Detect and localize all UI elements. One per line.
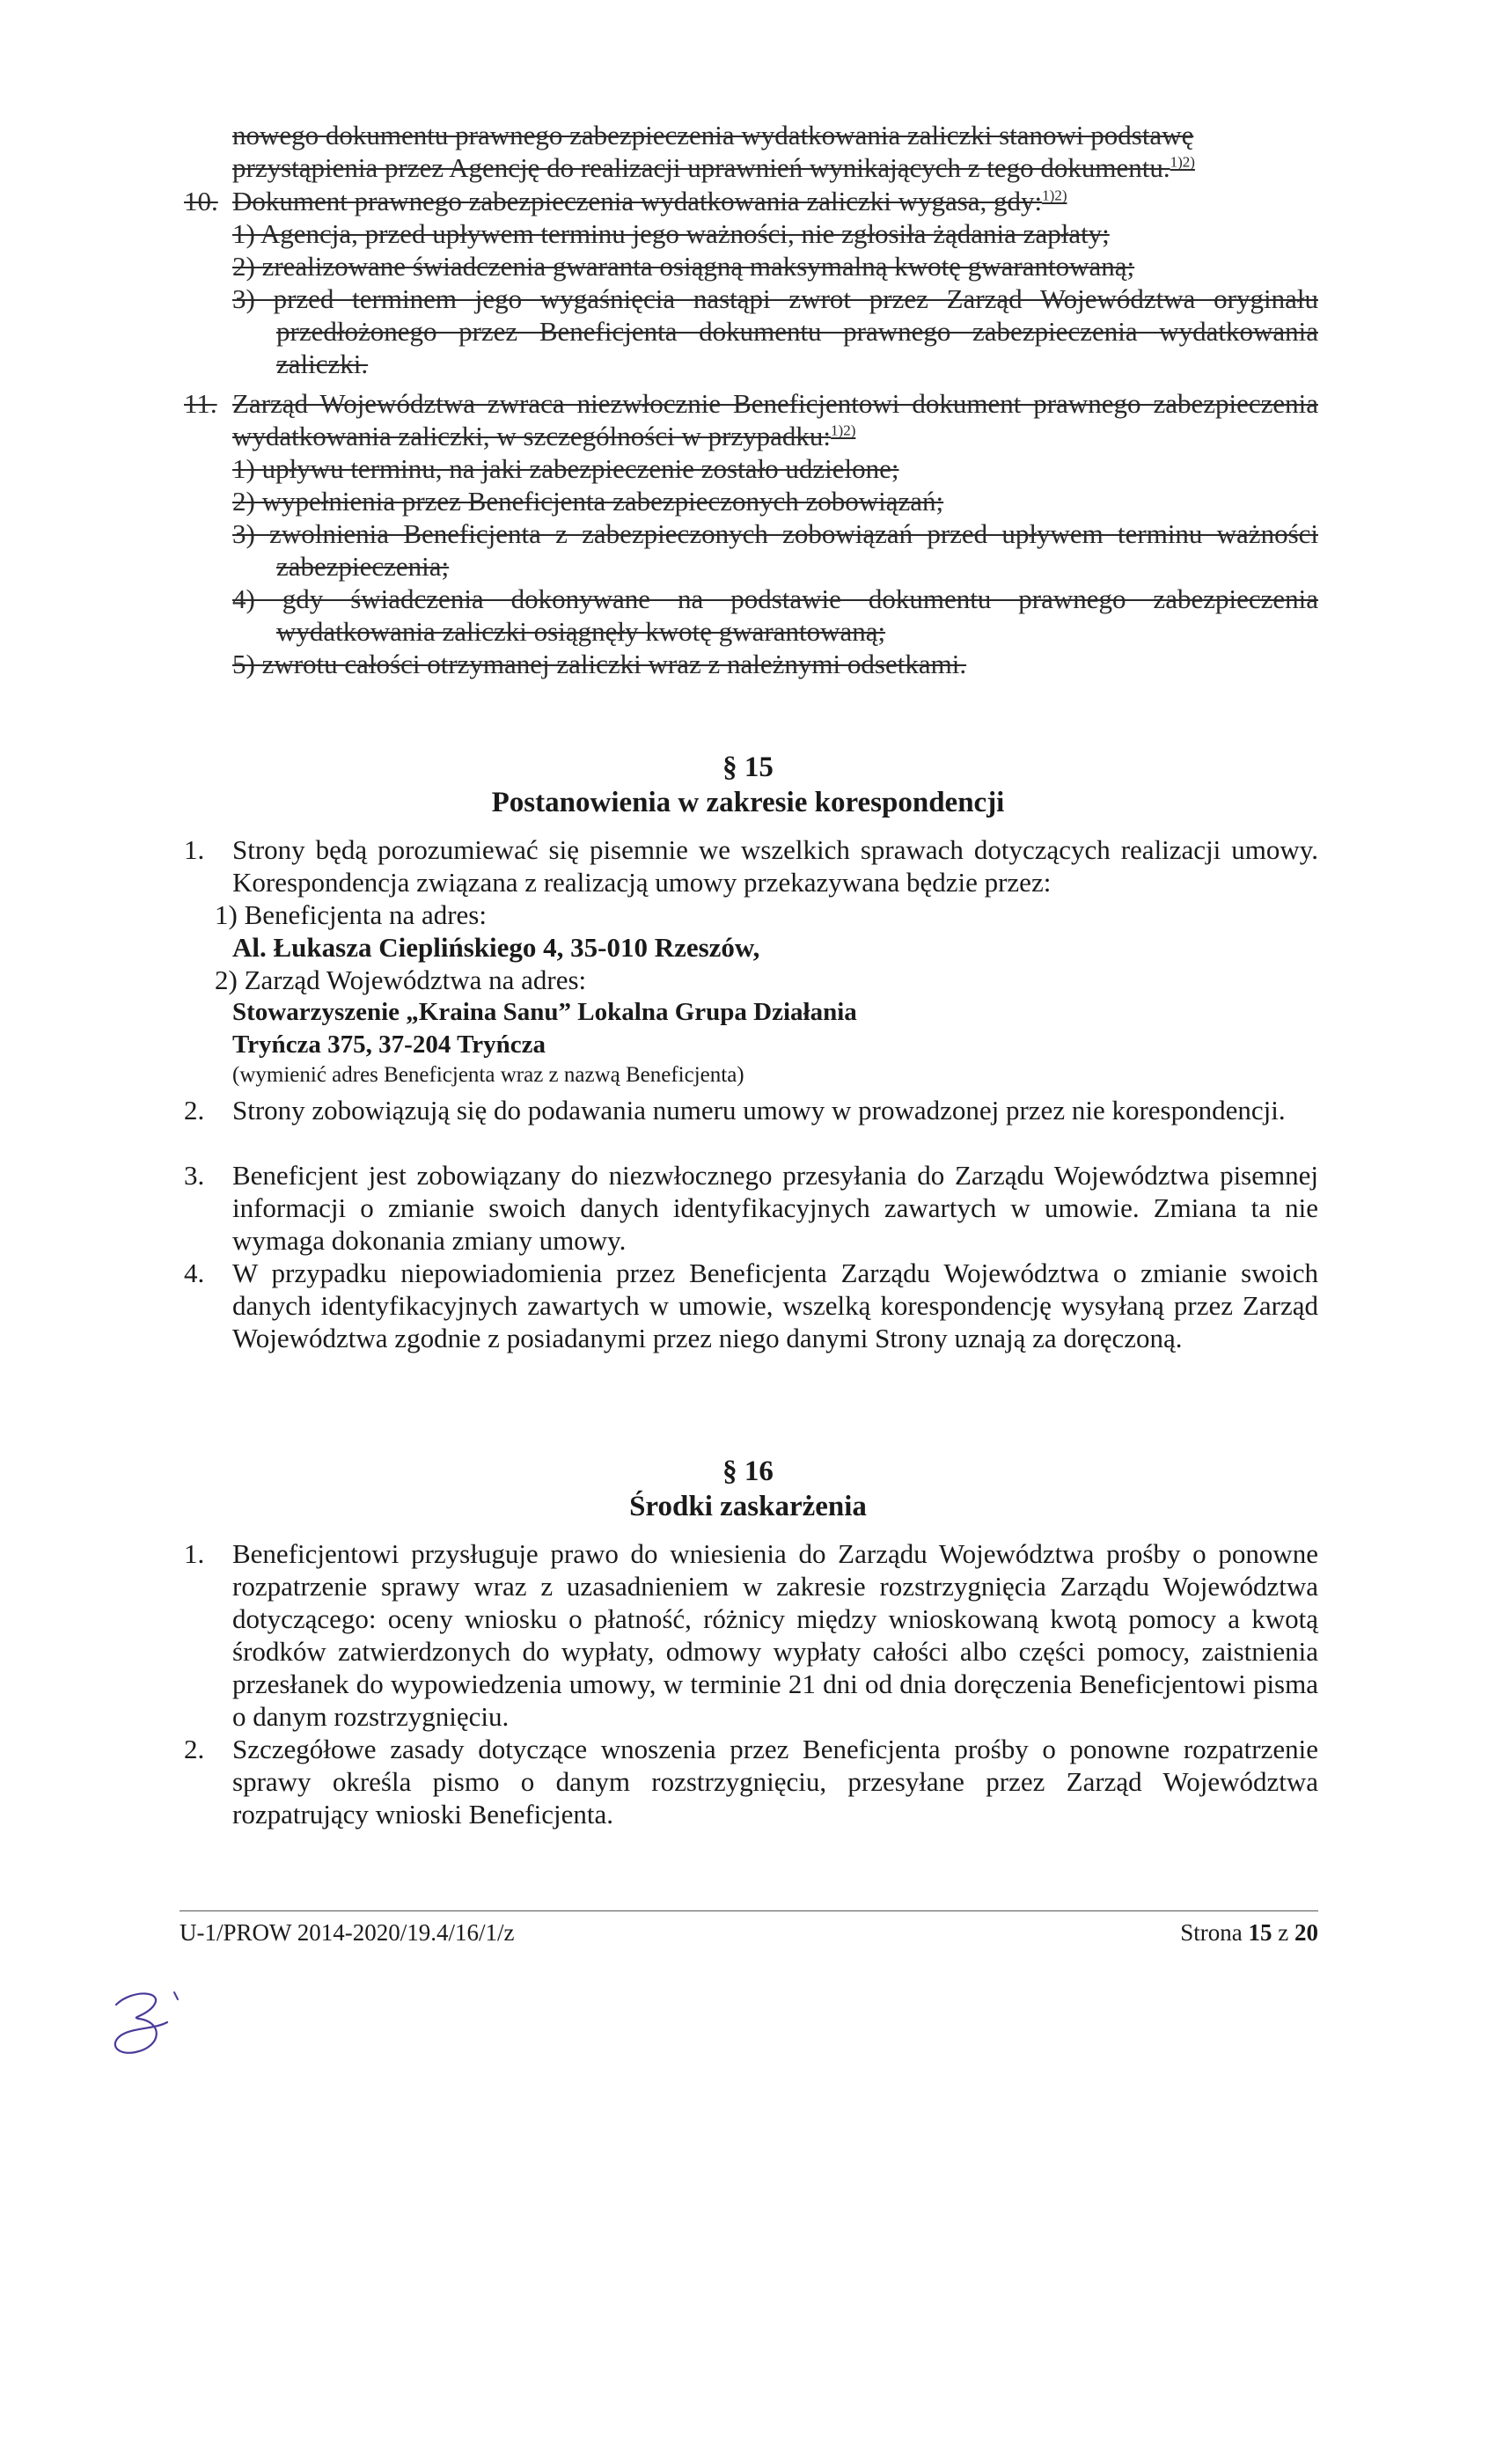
struck-continuation xyxy=(232,119,1318,184)
paragraph-text: Dokument prawnego zabezpieczenia wydatkowania zaliczki wygasa, gdy: xyxy=(232,186,1043,216)
paragraph-number: 2. xyxy=(184,1734,205,1764)
paragraph-text: Beneficjentowi przysługuje prawo do wniesienia do Zarządu Województwa prośby o ponowne rozpatrzenie sprawy wraz z uzasadnieniem w zakresie rozstrzygnięcia Zarządu Województwa dotyczącego: oceny wniosku o płatność, różnicy między wnioskowaną kwotą pomocy a kwotą środków zatwierdzonych do wypłaty, odmowy wypłaty całości albo części pomocy, zaistnienia przesłanek do wypowiedzenia umowy, w terminie 21 dni od dnia doręczenia Beneficjentowi pisma o danym rozstrzygnięciu. xyxy=(232,1538,1318,1732)
list-item: 1) upływu terminu, na jaki zabezpieczenie zostało udzielone; xyxy=(232,453,899,484)
paragraph-text: Beneficjent jest zobowiązany do niezwłocznego przesyłania do Zarządu Województwa pisemnej informacji o zmianie swoich danych identyfikacyjnych zawartych w umowie. Zmiana ta nie wymaga dokonania zmiany umowy. xyxy=(232,1160,1318,1256)
section-number: § 15 xyxy=(722,752,774,783)
paragraph-number: 1. xyxy=(184,834,205,865)
page-separator: z xyxy=(1278,1919,1289,1946)
paragraph-10 xyxy=(232,185,1318,217)
paragraph-number: 2. xyxy=(184,1095,205,1126)
paragraph-text: Strony będą porozumiewać się pisemnie we wszelkich sprawach dotyczących realizacji umowy. Korespondencja związana z realizacją umowy przekazywana będzie przez: xyxy=(232,834,1318,898)
paragraph-number: 11. xyxy=(184,388,217,419)
page-indicator xyxy=(1038,1918,1318,1947)
handwritten-initial-icon xyxy=(97,1971,194,2068)
footnote-ref: 1)2) xyxy=(831,422,856,439)
document-reference: U-1/PROW 2014-2020/19.4/16/1/z xyxy=(180,1919,515,1946)
address-note: (wymienić adres Beneficjenta wraz z nazwą Beneficjenta) xyxy=(232,1063,744,1087)
list-item: 5) zwrotu całości otrzymanej zaliczki wraz z należnymi odsetkami. xyxy=(232,649,967,679)
list-item: 2) zrealizowane świadczenia gwaranta osiągną maksymalną kwotę gwarantowaną; xyxy=(232,251,1135,282)
paragraph-text: Strony zobowiązują się do podawania numeru umowy w prowadzonej przez nie korespondencji. xyxy=(232,1095,1286,1126)
page-label: Strona xyxy=(1180,1919,1243,1946)
paragraph-number: 3. xyxy=(184,1160,205,1191)
paragraph-number: 1. xyxy=(184,1538,205,1569)
address: Al. Łukasza Cieplińskiego 4, 35-010 Rzeszów, xyxy=(232,932,760,963)
page-total: 20 xyxy=(1294,1919,1318,1946)
footer-divider xyxy=(180,1910,1318,1911)
paragraph-text: Szczegółowe zasady dotyczące wnoszenia przez Beneficjenta prośby o ponowne rozpatrzenie sprawy określa pismo o danym rozstrzygnięciu, przesyłane przez Zarząd Województwa rozpatrujący wnioski Beneficjenta. xyxy=(232,1734,1318,1830)
footnote-ref: 1)2) xyxy=(1170,153,1195,171)
list-item: 3) zwolnienia Beneficjenta z zabezpieczonych zobowiązań przed upływem terminu ważności zabezpieczenia; xyxy=(232,518,1318,582)
section-title: Środki zaskarżenia xyxy=(629,1491,867,1522)
footnote-ref: 1)2) xyxy=(1042,187,1067,204)
page-number: 15 xyxy=(1248,1919,1272,1946)
struck-line: nowego dokumentu prawnego zabezpieczenia wydatkowania zaliczki stanowi podstawę xyxy=(232,120,1194,150)
section-number: § 16 xyxy=(722,1456,774,1487)
list-item: 2) wypełnienia przez Beneficjenta zabezpieczonych zobowiązań; xyxy=(232,486,944,517)
list-item: 1) Agencja, przed upływem terminu jego ważności, nie zgłosiła żądania zapłaty; xyxy=(232,218,1110,249)
list-item: 1) Beneficjenta na adres: xyxy=(215,899,487,930)
paragraph-text: Zarząd Województwa zwraca niezwłocznie Beneficjentowi dokument prawnego zabezpieczenia wydatkowania zaliczki, w szczególności w przypadku: xyxy=(232,388,1318,451)
paragraph-text: W przypadku niepowiadomienia przez Beneficjenta Zarządu Województwa o zmianie swoich danych identyfikacyjnych zawartych w umowie, wszelką korespondencję wysyłaną przez Zarząd Województwa zgodnie z posiadanymi przez niego danymi Strony uznają za doręczoną. xyxy=(232,1258,1318,1353)
address-line: Tryńcza 375, 37-204 Tryńcza xyxy=(232,1030,546,1059)
paragraph-number: 10. xyxy=(184,186,218,216)
list-item-text: 3) przed terminem jego wygaśnięcia nastąpi zwrot przez Zarząd Województwa oryginału przedłożonego przez Beneficjenta dokumentu prawnego zabezpieczenia wydatkowania zaliczki. xyxy=(232,283,1318,379)
address-line: Stowarzyszenie „Kraina Sanu” Lokalna Grupa Działania xyxy=(232,998,857,1026)
struck-line: przystąpienia przez Agencję do realizacji uprawnień wynikających z tego dokumentu. xyxy=(232,152,1170,183)
list-item: 2) Zarząd Województwa na adres: xyxy=(215,964,587,995)
list-item xyxy=(232,282,1318,380)
paragraph-11 xyxy=(232,387,1318,452)
paragraph-number: 4. xyxy=(184,1258,205,1288)
section-title: Postanowienia w zakresie korespondencji xyxy=(491,787,1005,818)
list-item: 4) gdy świadczenia dokonywane na podstawie dokumentu prawnego zabezpieczenia wydatkowania zaliczki osiągnęły kwotę gwarantowaną; xyxy=(232,583,1318,647)
